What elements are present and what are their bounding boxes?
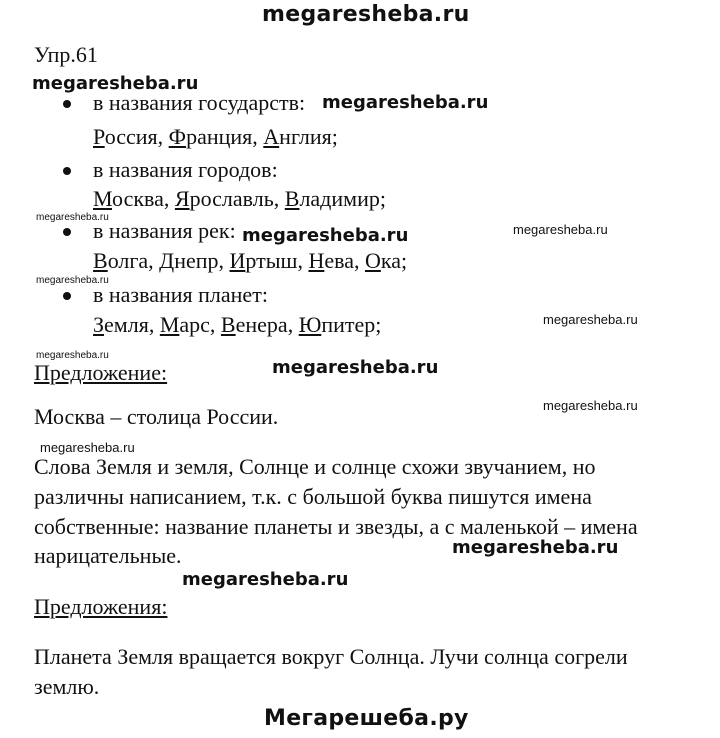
item-words-cities: Москва, Ярославль, Владимир; — [93, 186, 386, 211]
bullet-icon — [63, 292, 71, 300]
initial-letter: И — [229, 248, 246, 273]
sentence-text: Москва – столица России. — [34, 404, 279, 429]
watermark-after-states: megaresheba.ru — [322, 92, 489, 113]
initial-letter: Н — [308, 248, 325, 273]
watermark-rivers-mid: megaresheba.ru — [242, 225, 409, 246]
initial-letter: Ф — [168, 124, 187, 149]
item-heading-states: в названия государств: — [93, 90, 306, 115]
watermark-planets-left: megaresheba.ru — [36, 275, 109, 286]
initial-letter: А — [263, 124, 280, 149]
watermark-top: megaresheba.ru — [262, 2, 470, 27]
bullet-icon — [63, 167, 71, 175]
initial-letter: В — [93, 248, 108, 273]
watermark-bottom: Мегарешеба.ру — [264, 706, 469, 731]
initial-letter: О — [364, 248, 381, 273]
final-text-line: Планета Земля вращается вокруг Солнца. Лучи солнца согрели — [34, 644, 628, 669]
watermark-words-left: megaresheba.ru — [40, 440, 135, 455]
explanation-line: различны написанием, т.к. с большой буква пишутся имена — [34, 484, 592, 509]
initial-letter: В — [284, 186, 300, 211]
explanation-line: собственные: название планеты и звезды, а с маленькой – имена — [34, 514, 638, 539]
explanation-line: Слова Земля и земля, Солнце и солнце схожи звучанием, но — [34, 454, 596, 479]
initial-letter: Ю — [298, 312, 322, 337]
initial-letter: З — [93, 312, 105, 337]
item-words-states: Россия, Франция, Англия; — [93, 124, 338, 149]
sentence-heading: Предложение: — [34, 360, 168, 385]
watermark-rivers-right: megaresheba.ru — [513, 222, 608, 237]
watermark-sentence-mid: megaresheba.ru — [272, 357, 439, 378]
item-heading-cities: в названия городов: — [93, 157, 278, 182]
final-text-line: землю. — [34, 674, 100, 699]
initial-letter: Я — [174, 186, 190, 211]
bullet-icon — [63, 100, 71, 108]
exercise-title: Упр.61 — [34, 42, 98, 67]
initial-letter: Р — [93, 124, 105, 149]
watermark-common-right: megaresheba.ru — [452, 537, 619, 558]
watermark-header-left: megaresheba.ru — [32, 73, 199, 94]
watermark-sentences-mid: megaresheba.ru — [182, 569, 349, 590]
initial-letter: Д — [159, 248, 175, 273]
initial-letter: М — [159, 312, 180, 337]
initial-letter: М — [93, 186, 113, 211]
watermark-rivers-left: megaresheba.ru — [36, 212, 109, 223]
item-heading-rivers: в названия рек: — [93, 218, 236, 243]
bullet-icon — [63, 228, 71, 236]
watermark-moscow-right: megaresheba.ru — [543, 398, 638, 413]
sentences-heading: Предложения: — [34, 594, 168, 619]
item-words-planets: Земля, Марс, Венера, Юпитер; — [93, 312, 382, 337]
explanation-line: нарицательные. — [34, 543, 182, 568]
item-heading-planets: в названия планет: — [93, 282, 268, 307]
initial-letter: В — [220, 312, 236, 337]
watermark-sentence-left: megaresheba.ru — [36, 350, 109, 361]
item-words-rivers: Волга, Днепр, Иртыш, Нева, Ока; — [93, 248, 408, 273]
watermark-planets-right: megaresheba.ru — [543, 312, 638, 327]
